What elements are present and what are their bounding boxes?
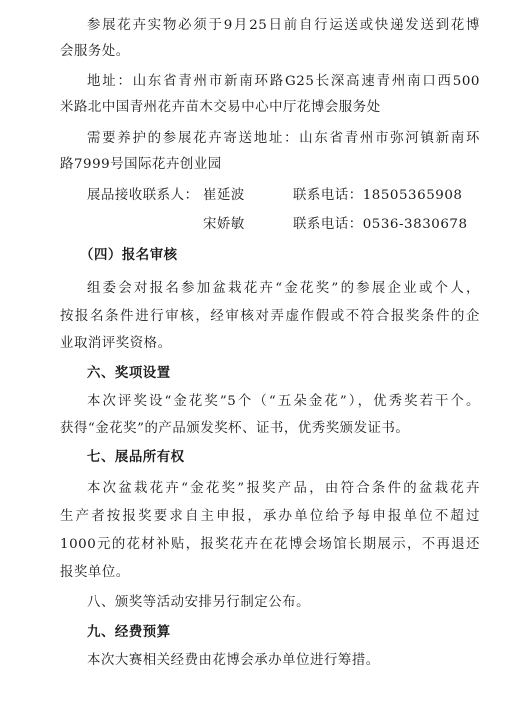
paragraph-line: 本次评奖设“金花奖”5个（“五朵金花”），优秀奖若干个。 (87, 394, 480, 409)
paragraph-line: 业取消评奖资格。 (60, 336, 172, 351)
paragraph-line: 报奖单位。 (60, 565, 130, 580)
paragraph-line: 生产者按报奖要求自主申报，承办单位给予每申报单位不超过 (60, 509, 480, 524)
section-heading: 八、颁奖等活动安排另行制定公布。 (87, 595, 311, 610)
paragraph-line: 获得“金花奖”的产品颁发奖杯、证书，优秀奖颁发证书。 (60, 421, 410, 436)
section-heading: 六、奖项设置 (87, 366, 171, 381)
contact-label: 展品接收联系人： (87, 188, 199, 203)
section-heading: （四）报名审核 (80, 248, 178, 263)
address-line: 地址：山东省青州市新南环路G25长深高速青州南口西500 (87, 74, 480, 89)
contact-name: 宋娇敏 (203, 217, 245, 232)
section-heading: 九、经费预算 (87, 625, 171, 640)
paragraph-line: 参展花卉实物必须于9月25日前自行运送或快递发送到花博 (87, 18, 480, 33)
contact-name: 崔延波 (203, 188, 245, 203)
paragraph-line: 按报名条件进行审核，经审核对弄虚作假或不符合报奖条件的企 (60, 309, 480, 324)
paragraph-line: 1000元的花材补贴，报奖花卉在花博会场馆长期展示，不再退还 (60, 537, 480, 552)
paragraph-line: 组委会对报名参加盆栽花卉“金花奖”的参展企业或个人， (87, 281, 480, 296)
paragraph-line: 会服务处。 (60, 44, 130, 59)
contact-phone: 联系电话：0536-3830678 (293, 217, 468, 232)
contact-phone: 联系电话：18505365908 (293, 188, 463, 203)
mailing-address-line: 需要养护的参展花卉寄送地址：山东省青州市弥河镇新南环 (87, 131, 480, 146)
paragraph-line: 本次大赛相关经费由花博会承办单位进行筹措。 (87, 653, 380, 668)
paragraph-line: 本次盆栽花卉“金花奖”报奖产品，由符合条件的盆栽花卉 (87, 481, 480, 496)
address-line: 米路北中国青州花卉苗木交易中心中厅花博会服务处 (60, 100, 381, 115)
section-heading: 七、展品所有权 (87, 450, 185, 465)
mailing-address-line: 路7999号国际花卉创业园 (60, 157, 222, 172)
